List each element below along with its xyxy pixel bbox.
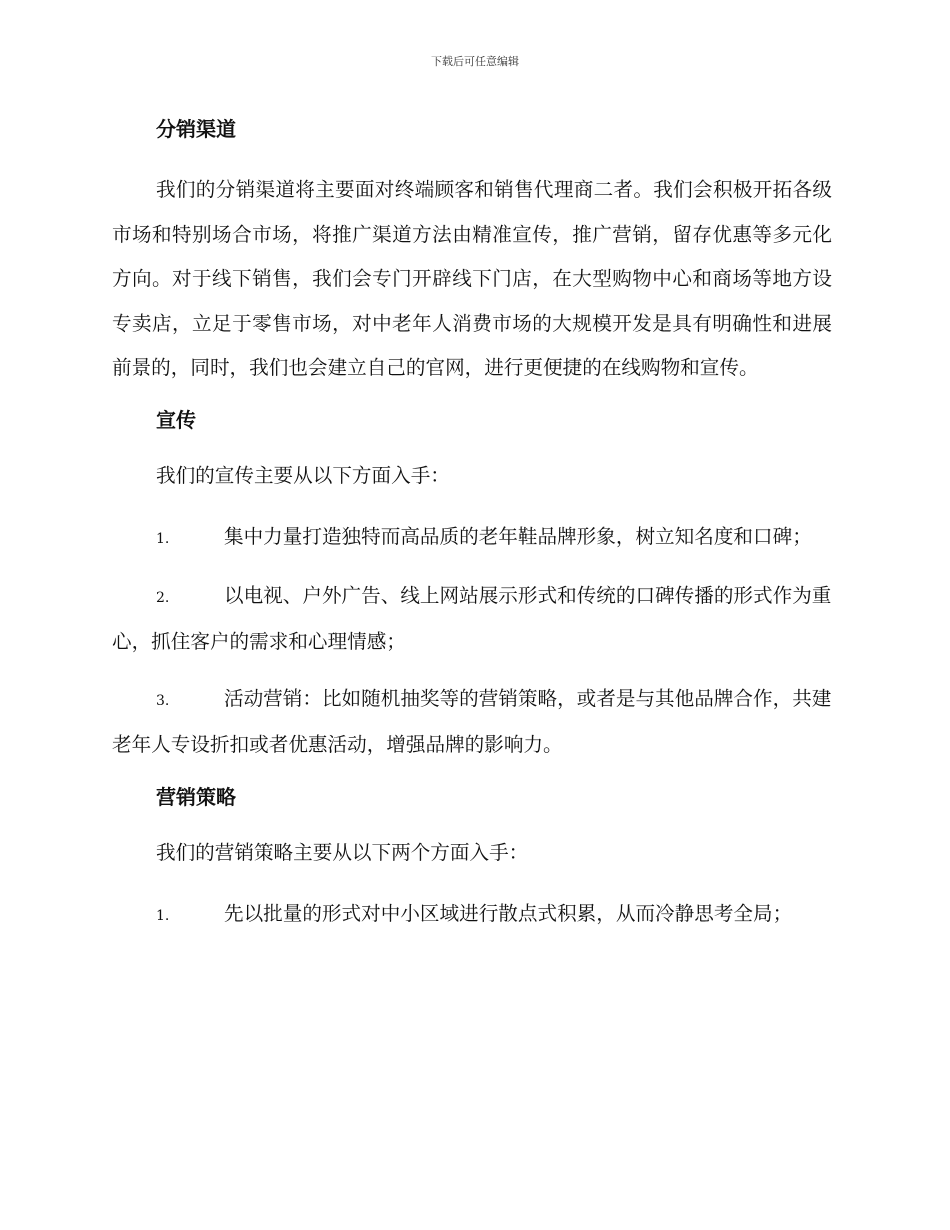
list-item: [112, 892, 832, 939]
list-item: [112, 677, 832, 768]
list-item-number: 1.: [156, 530, 170, 547]
list-item-text: 活动营销：比如随机抽奖等的营销策略，或者是与其他品牌合作，共建老年人专设折扣或者优惠活动，增强品牌的影响力。: [112, 686, 832, 757]
list-item-number: 3.: [156, 692, 170, 709]
section-heading-promotion: 宣传: [156, 407, 196, 432]
list-item-text: 集中力量打造独特而高品质的老年鞋品牌形象，树立知名度和口碑；: [224, 524, 812, 548]
document-body: [112, 112, 832, 951]
promotion-intro: 我们的宣传主要从以下方面入手：: [156, 463, 450, 487]
section-heading-distribution: 分销渠道: [156, 117, 236, 141]
distribution-paragraph: 我们的分销渠道将主要面对终端顾客和销售代理商二者。我们会积极开拓各级市场和特别场合市场，将推广渠道方法由精准宣传，推广营销，留存优惠等多元化方向。对于线下销售，我们会专门开辟线下门店，在大型购物中心和商场等地方设专卖店，立足于零售市场，对中老年人消费市场的大规模开发是具有明确性和进展前景的，同时，我们也会建立自己的官网，进行更便捷的在线购物和宣传。: [112, 178, 832, 380]
list-item: [112, 515, 832, 562]
list-item-number: 1.: [156, 907, 170, 924]
marketing-intro: 我们的营销策略主要从以下两个方面入手：: [156, 840, 529, 864]
section-heading-marketing: 营销策略: [156, 784, 236, 809]
list-item-number: 2.: [156, 589, 170, 606]
page-header-note: 下载后可任意编辑: [431, 55, 519, 68]
list-item-text: 以电视、户外广告、线上网站展示形式和传统的口碑传播的形式作为重心，抓住客户的需求和心理情感；: [112, 583, 832, 654]
list-item: [112, 574, 832, 665]
list-item-text: 先以批量的形式对中小区域进行散点式积累，从而冷静思考全局；: [224, 901, 793, 925]
